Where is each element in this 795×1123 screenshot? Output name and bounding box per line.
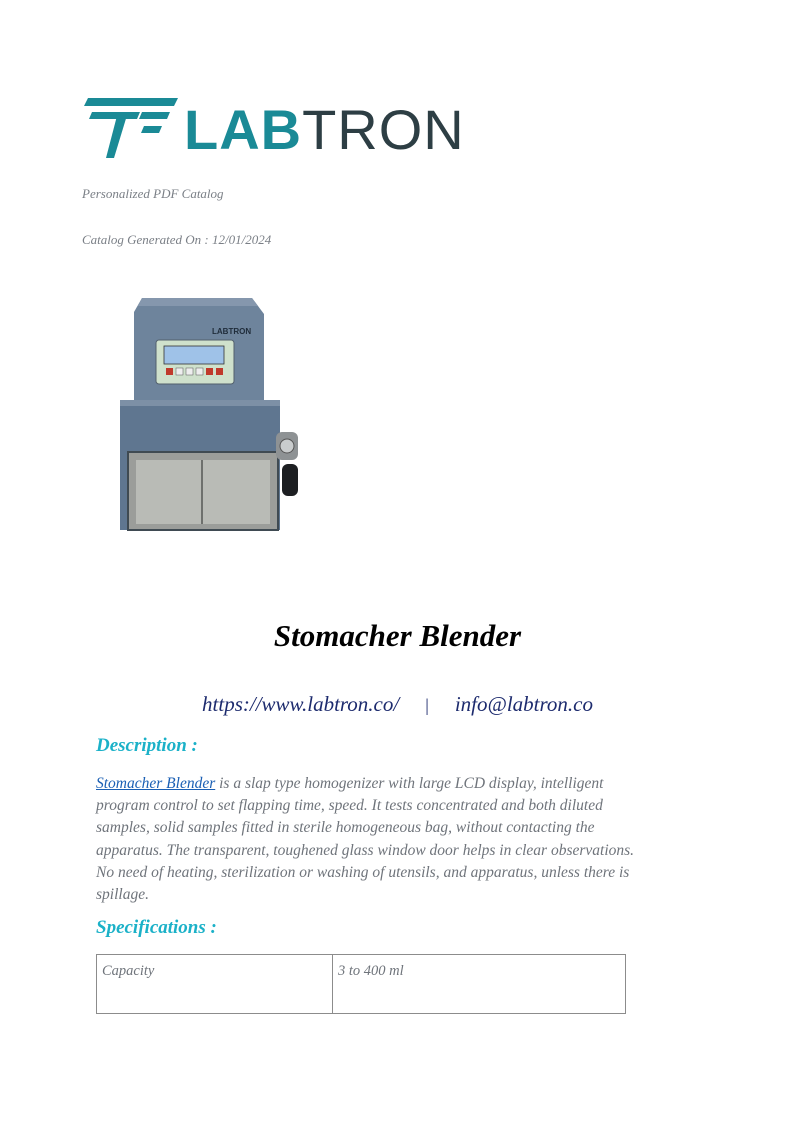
link-separator: | [425, 695, 429, 715]
contact-links [0, 692, 795, 717]
logo-lab-text: LAB [184, 98, 303, 161]
image-brand-text: LABTRON [212, 327, 252, 336]
specifications-heading: Specifications : [96, 917, 217, 938]
stomacher-blender-photo-icon [112, 292, 312, 542]
catalog-label: Personalized PDF Catalog [82, 186, 224, 201]
logo-wordmark [184, 98, 465, 162]
description-body: is a slap type homogenizer with large LCD display, intelligent program control to set flapping time, speed. It tests concentrated and both diluted samples, solid samples fitted in sterile homogeneous bag, without contacting the apparatus. The transparent, toughened glass window door helps in clear observations. No need of heating, sterilization or washing of utensils, and apparatus, unless there is spillage. [96, 775, 635, 904]
website-link[interactable]: https://www.labtron.co/ [202, 692, 400, 716]
spec-label: Capacity [97, 955, 333, 1014]
labtron-logo [82, 96, 465, 162]
email-link[interactable]: info@labtron.co [454, 692, 593, 716]
table-row [97, 955, 626, 1014]
description-heading: Description : [96, 735, 198, 756]
spec-value: 3 to 400 ml [333, 955, 626, 1014]
specifications-table [96, 954, 626, 1014]
description-text [96, 773, 636, 906]
logo-tron-text: TRON [302, 98, 465, 161]
product-title: Stomacher Blender [273, 618, 522, 653]
catalog-date: Catalog Generated On : 12/01/2024 [82, 232, 272, 247]
labtron-logo-mark-icon [82, 96, 182, 162]
product-link[interactable]: Stomacher Blender [96, 775, 216, 792]
